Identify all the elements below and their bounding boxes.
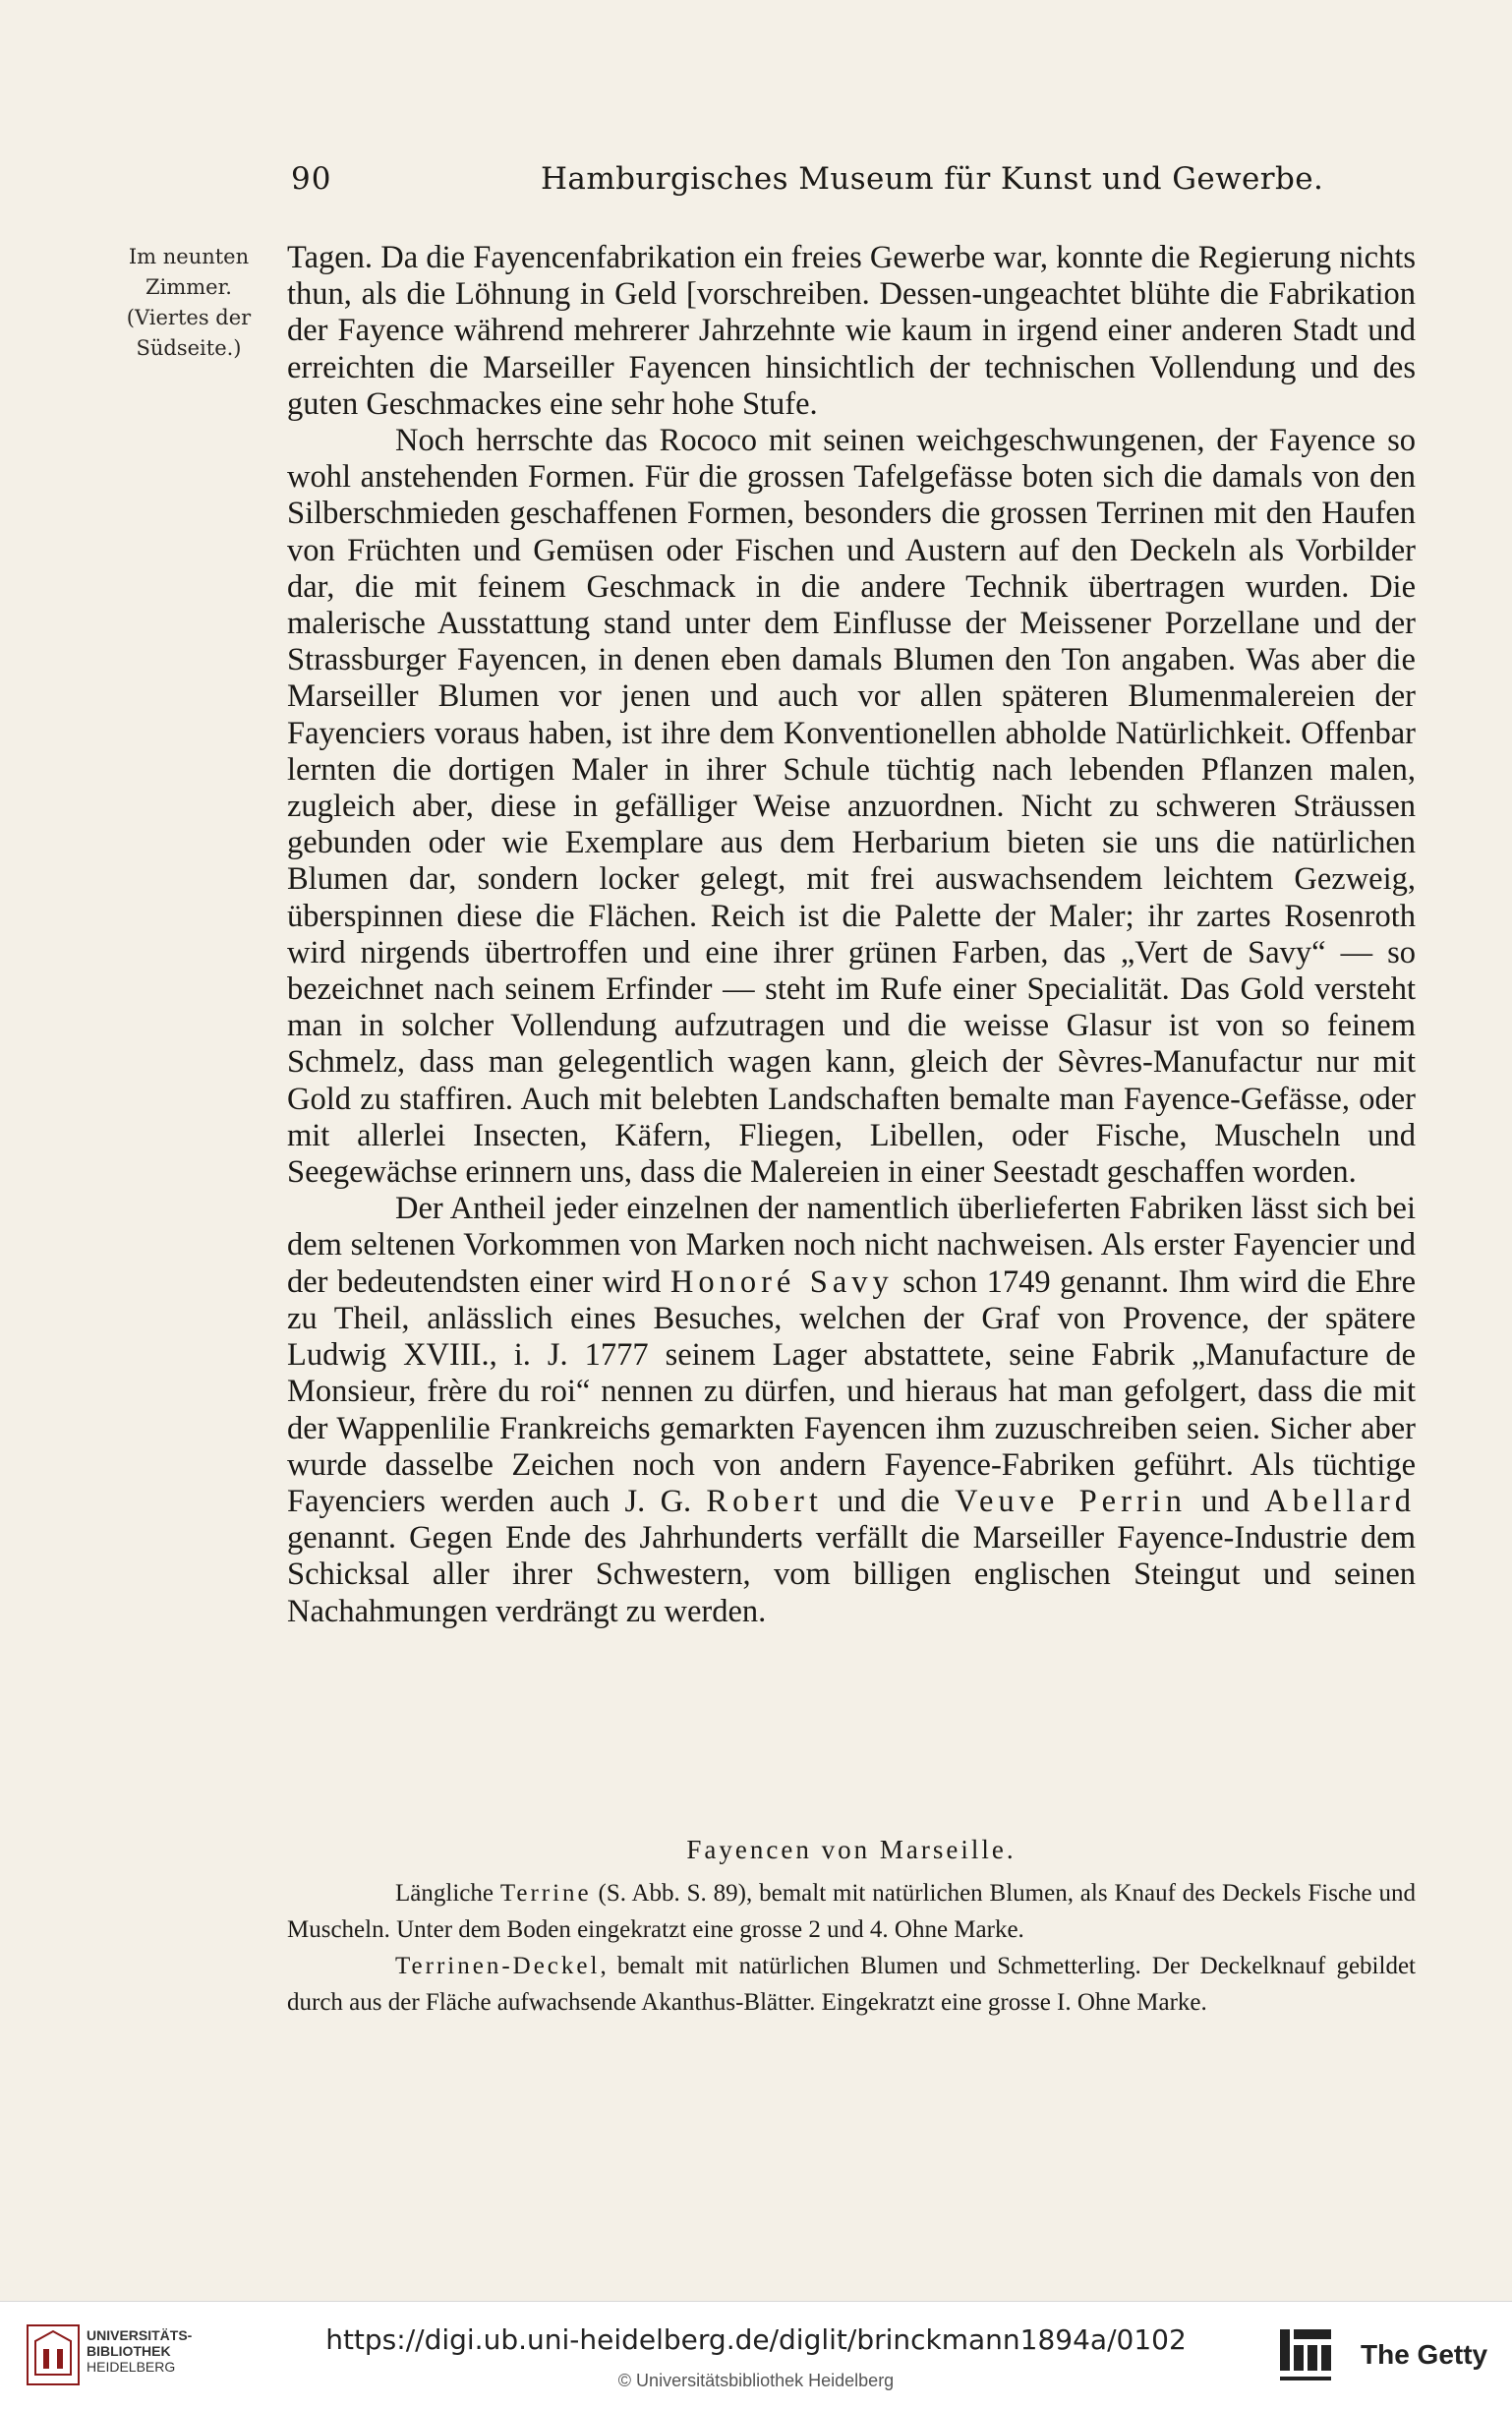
page-header (291, 161, 1422, 208)
person-name: Robert (706, 1483, 823, 1519)
person-name: Abellard (1264, 1483, 1416, 1519)
partner-name: The Getty (1361, 2339, 1488, 2370)
entry-term: Terrinen-Deckel (395, 1953, 601, 1979)
paragraph: Noch herrschte das Rococo mit seinen weichgeschwungenen, der Fayence so wohl anstehenden Formen. Für die grossen Tafelgefässe boten sich die damals von den Silberschmieden geschaffenen Formen, besonders die grossen Terrinen mit den Haufen von Früchten und Gemüsen oder Fischen und Austern auf den Deckeln als Vorbilder dar, die mit feinem Geschmack in die andere Technik übertragen wurden. Die malerische Ausstattung stand unter dem Einflusse der Meissener Porzellane und der Strassburger Fayencen, in denen eben damals Blumen den Ton angaben. Was aber die Marseiller Blumen vor jenen und auch vor allen späteren Blumenmalereien der Fayenciers voraus haben, ist ihre dem Konventionellen abholde Natürlichkeit. Offenbar lernten die dortigen Maler in ihrer Schule tüchtig nach lebenden Pflanzen malen, zugleich aber, diese in gefälliger Weise anzuordnen. Nicht zu schweren Sträussen gebunden oder wie Exemplare aus dem Herbarium bieten sie uns die natürlichen Blumen dar, sondern locker gelegt, mit frei auswachsendem leichtem Gezweig, überspinnen diese die Flächen. Reich ist die Palette der Maler; ihr zartes Rosenroth wird nirgends übertroffen und eine ihrer grünen Farben, das „Vert de Savy“ — so bezeichnet nach seinem Erfinder — steht im Rufe einer Specialität. Das Gold versteht man in solcher Vollendung aufzutragen und die weisse Glasur ist von so feinem Schmelz, dass man gelegentlich wagen kann, gleich der Sèvres-Manufactur nur mit Gold zu staffiren. Auch mit belebten Landschaften bemalte man Fayence-Gefässe, oder mit allerlei Insecten, Käfern, Fliegen, Libellen, oder Fische, Muscheln und Seegewächse erinnern uns, dass die Malereien in einer Seestadt geschaffen worden. (287, 423, 1416, 1191)
text-run: Der Antheil jeder einzelnen der namentlich überlieferten Fabriken lässt sich bei dem seltenen Vorkommen von Marken noch nicht nachweisen. Als erster Fayencier und der bedeutendsten einer wird (287, 1191, 1416, 1300)
running-title: Hamburgisches Museum für Kunst und Gewerbe. (541, 161, 1324, 197)
person-name: Veuve Perrin (955, 1483, 1188, 1519)
margin-note-line: Südseite.) (136, 336, 242, 360)
text-run: genannt. Gegen Ende des Jahrhunderts verfällt die Marseiller Fayence-Industrie dem Schicksal aller ihrer Schwestern, vom billigen englischen Steingut und seinen Nachahmungen verdrängt zu werden. (287, 1520, 1416, 1629)
entry-text: (S. Abb. S. 89), bemalt mit natürlichen Blumen, als Knauf des Deckels Fische und Muscheln. Unter dem Boden eingekratzt eine grosse 2 und 4. Ohne Marke. (287, 1880, 1416, 1943)
entry-lead (287, 1953, 395, 1979)
page-number: 90 (291, 161, 332, 197)
ub-name-line: HEIDELBERG (87, 2359, 176, 2375)
text-run: und (1187, 1483, 1265, 1519)
margin-note-line: (Viertes der (126, 306, 252, 329)
paragraph: Tagen. Da die Fayencenfabrikation ein freies Gewerbe war, konnte die Regierung nichts thun, als die Löhnung in Geld [vorschreiben. Dessen-ungeachtet blühte die Fabrikation der Fayence während mehrerer Jahrzehnte wie kaum in irgend einer anderen Stadt und erreichten die Marseiller Fayencen hinsichtlich der technischen Vollendung und des guten Geschmackes eine sehr hohe Stufe. (287, 240, 1416, 422)
text-run: und die (822, 1483, 956, 1519)
body-text (287, 240, 1416, 1630)
paragraph (287, 1191, 1416, 1629)
viewer-footer (0, 2301, 1512, 2409)
entry-text: , bemalt mit natürlichen Blumen und Schmetterling. Der Deckelknauf gebildet durch aus der Fläche aufwachsende Akanthus-Blätter. Eingekratzt eine grosse I. Ohne Marke. (287, 1953, 1416, 2016)
catalog-heading: Fayencen von Marseille. (686, 1835, 1017, 1864)
copyright-notice: © Universitätsbibliothek Heidelberg (617, 2371, 895, 2390)
permalink-url[interactable]: https://digi.ub.uni-heidelberg.de/diglit/brinckmann1894a/0102 (325, 2323, 1187, 2356)
ub-name-line: BIBLIOTHEK (87, 2343, 171, 2359)
getty-logo-icon (1276, 2323, 1335, 2386)
catalog-entry (287, 1875, 1416, 1948)
margin-note (110, 242, 267, 364)
text-run: schon 1749 genannt. Ihm wird die Ehre zu Theil, anlässlich eines Besuches, welchen der Graf von Provence, der spätere Ludwig XVIII., i. J. 1777 seinem Lager abstattete, seine Fabrik „Manufacture de Monsieur, frère du roi“ nennen zu dürfen, und hieraus hat man gefolgert, dass die mit der Wappenlilie Frankreichs gemarkten Fayencen ihm zuzuschreiben seien. Sicher aber wurde dasselbe Zeichen noch von andern Fayence-Fabriken geführt. Als tüchtige Fayenciers werden auch J. G. (287, 1263, 1416, 1519)
catalog-section (287, 1835, 1416, 2021)
margin-note-line: Im neunten (128, 245, 250, 268)
margin-note-line: Zimmer. (145, 275, 232, 299)
catalog-entry (287, 1948, 1416, 2021)
ub-name-line: UNIVERSITÄTS- (87, 2327, 193, 2343)
entry-term: Terrine (499, 1880, 592, 1907)
entry-lead: Längliche (395, 1880, 500, 1907)
person-name: Honoré Savy (669, 1263, 894, 1300)
